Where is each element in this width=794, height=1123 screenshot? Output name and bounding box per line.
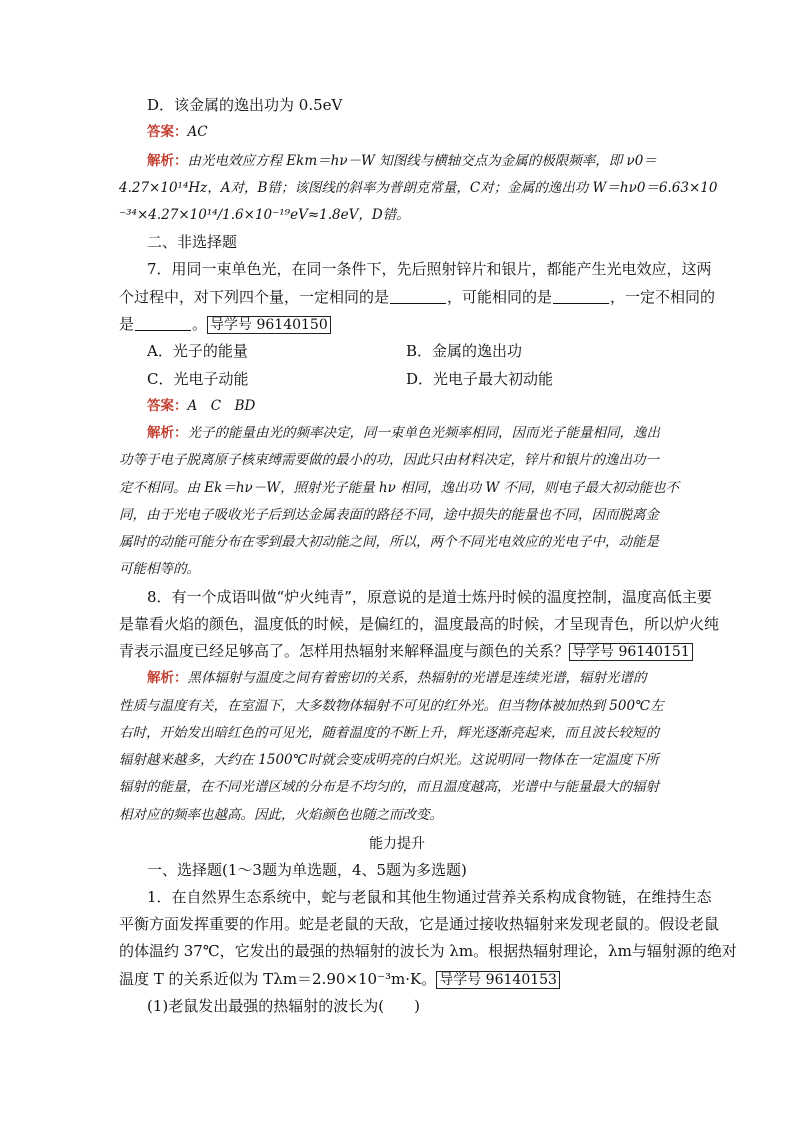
- option-d-line: D．该金属的逸出功为 0.5eV: [147, 96, 343, 114]
- answer-value: A C BD: [187, 398, 256, 414]
- analysis-label: 解析：: [147, 670, 188, 686]
- answer-blank: [553, 289, 609, 304]
- question-7-line-1: 7．用同一束单色光，在同一条件下，先后照射锌片和银片，都能产生光电效应，这两: [147, 260, 712, 278]
- question-8-line-1: 8．有一个成语叫做“炉火纯青”，原意说的是道士炼丹时候的温度控制，温度高低主要: [147, 588, 712, 606]
- analysis-label: 解析：: [147, 153, 188, 169]
- question-8-line-2: 是靠看火焰的颜色，温度低的时候，是偏红的，温度最高的时候，才呈现青色，所以炉火纯: [119, 615, 720, 633]
- analysis-line: 辐射的能量，在不同光谱区域的分布是不均匀的，而且温度越高，光谱中与能量最大的辐射: [119, 779, 659, 795]
- answer-label: 答案：: [147, 124, 188, 140]
- section-heading: 一、选择题(1～3题为单选题，4、5题为多选题): [147, 861, 467, 879]
- analysis-label: 解析：: [147, 425, 188, 441]
- question-7-line-3: 是 。 导学号 96140150: [119, 314, 331, 334]
- reference-number-box: 导学号 96140151: [569, 643, 693, 661]
- analysis-line: 同，由于光电子吸收光子后到达金属表面的路径不同，途中损失的能量也不同，因而脱离金: [119, 507, 659, 523]
- reference-number-box: 导学号 96140153: [436, 971, 560, 989]
- answer-blank: [135, 316, 191, 331]
- question-1-line-4: 温度 T 的关系近似为 Tλm＝2.90×10⁻³m·K。 导学号 96140153: [119, 969, 560, 989]
- analysis-line: 定不相同。由 Ek＝hν－W，照射光子能量 hν 相同，逸出功 W 不同，则电子最大初动能也不: [119, 480, 680, 496]
- option-d: D．光电子最大初动能: [406, 370, 554, 388]
- option-b: B．金属的逸出功: [406, 342, 523, 360]
- analysis-line: 解析：光子的能量由光的频率决定，同一束单色光频率相同，因而光子能量相同，逸出: [147, 425, 660, 441]
- reference-number-box: 导学号 96140150: [207, 316, 331, 334]
- analysis-line: 可能相等的。: [119, 561, 200, 577]
- analysis-line: 辐射越来越多，大约在 1500℃时就会变成明亮的白炽光。这说明同一物体在一定温度下所: [119, 752, 659, 768]
- answer-blank: [390, 289, 446, 304]
- question-1-line-3: 的体温约 37℃，它发出的最强的热辐射的波长为 λm。根据热辐射理论，λm与辐射源的绝对: [119, 942, 737, 960]
- analysis-line-3: ⁻³⁴×4.27×10¹⁴/1.6×10⁻¹⁹eV≈1.8eV，D错。: [119, 207, 410, 223]
- question-1-line-2: 平衡方面发挥重要的作用。蛇是老鼠的天敌，它是通过接收热辐射来发现老鼠的。假设老鼠: [119, 915, 720, 933]
- analysis-line: 属时的动能可能分布在零到最大初动能之间，所以，两个不同光电效应的光电子中，动能是: [119, 534, 659, 550]
- answer-value: AC: [187, 124, 208, 140]
- answer-line: [147, 122, 208, 142]
- answer-line: [147, 396, 255, 416]
- sub-question-1: (1)老鼠发出最强的热辐射的波长为( ): [147, 997, 420, 1015]
- analysis-line-2: 4.27×10¹⁴Hz，A对，B错；该图线的斜率为普朗克常量，C对；金属的逸出功 W＝hν0＝6.63×10: [119, 180, 718, 196]
- analysis-line: 相对应的频率也越高。因此，火焰颜色也随之而改变。: [119, 807, 443, 823]
- section-title: 能力提升: [369, 836, 425, 852]
- question-8-line-3: 青表示温度已经足够高了。怎样用热辐射来解释温度与颜色的关系？ 导学号 96140151: [119, 641, 693, 661]
- option-c: C．光电子动能: [147, 370, 249, 388]
- analysis-line: 性质与温度有关，在室温下，大多数物体辐射不可见的红外光。但当物体被加热到 500℃左: [119, 698, 664, 714]
- option-a: A．光子的能量: [147, 342, 248, 360]
- analysis-line: 右时，开始发出暗红色的可见光，随着温度的不断上升，辉光逐渐亮起来，而且波长较短的: [119, 725, 659, 741]
- answer-label: 答案：: [147, 398, 188, 414]
- question-7-line-2: 个过程中，对下列四个量，一定相同的是 ，可能相同的是 ，一定不相同的: [119, 288, 716, 306]
- section-heading: 二、非选择题: [147, 233, 238, 251]
- question-1-line-1: 1．在自然界生态系统中，蛇与老鼠和其他生物通过营养关系构成食物链，在维持生态: [147, 888, 712, 906]
- analysis-line-1: 解析：由光电效应方程 Ekm＝hν－W 知图线与横轴交点为金属的极限频率，即 ν0＝: [147, 153, 657, 169]
- analysis-line: 解析：黑体辐射与温度之间有着密切的关系，热辐射的光谱是连续光谱，辐射光谱的: [147, 670, 647, 686]
- analysis-line: 功等于电子脱离原子核束缚需要做的最小的功，因此只由材料决定，锌片和银片的逸出功一: [119, 452, 659, 468]
